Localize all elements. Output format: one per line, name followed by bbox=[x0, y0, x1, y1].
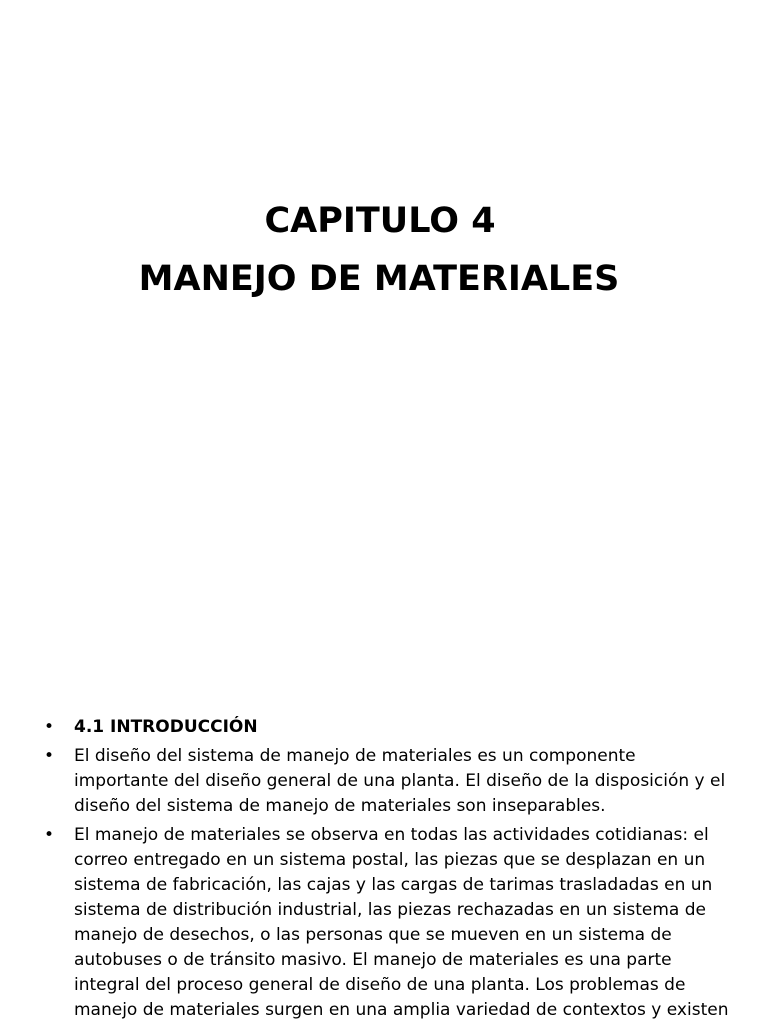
bullet-icon: • bbox=[43, 825, 55, 845]
chapter-number: CAPITULO 4 bbox=[264, 201, 496, 241]
bullet-icon: • bbox=[43, 746, 55, 766]
paragraph-text: El manejo de materiales se observa en todas las actividades cotidianas: el correo entregado en un sistema postal, las piezas que se desplazan en un sistema de fabricación, las cajas y las cargas de tarimas trasladadas en un sistema de distribución industrial, las piezas rechazadas en un sistema de manejo de desechos, o las personas que se mueven en un sistema de autobuses o de tránsito masivo. El manejo de materiales es una parte integral del proceso general de diseño de una planta. Los problemas de manejo de materiales surgen en una amplia variedad de contextos y existen bbox=[74, 825, 729, 1020]
list-item bbox=[42, 823, 732, 1023]
chapter-title bbox=[0, 192, 768, 308]
chapter-name: MANEJO DE MATERIALES bbox=[138, 259, 620, 299]
list-item bbox=[42, 744, 732, 819]
bullet-icon: • bbox=[43, 717, 55, 737]
paragraph-text: El diseño del sistema de manejo de materiales es un componente importante del diseño general de una planta. El diseño de la disposición y el diseño del sistema de manejo de materiales son inseparables. bbox=[74, 746, 726, 816]
list-item bbox=[42, 715, 732, 740]
bullet-list bbox=[42, 715, 732, 1024]
section-heading: 4.1 INTRODUCCIÓN bbox=[74, 717, 258, 737]
